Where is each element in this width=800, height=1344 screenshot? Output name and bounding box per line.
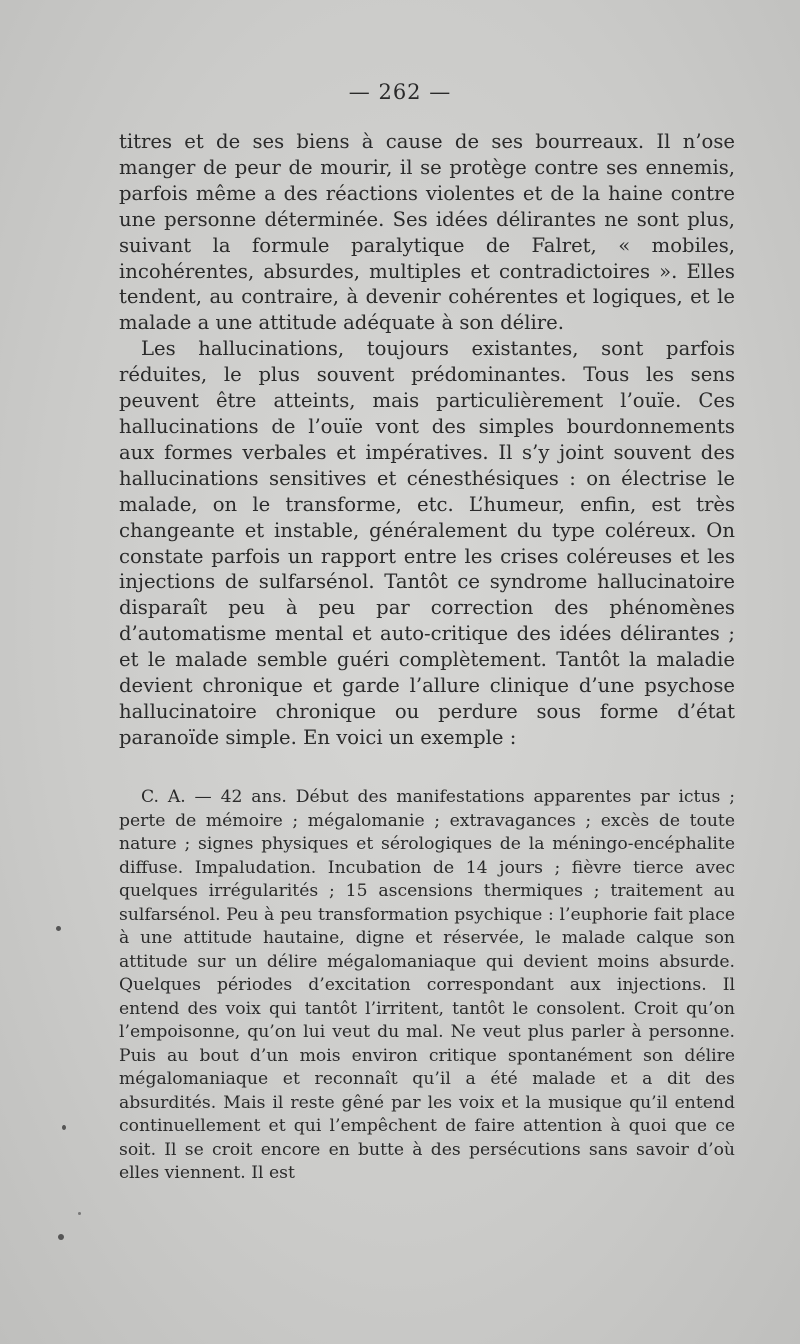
paragraph-1: titres et de ses biens à cause de ses bourreaux. Il n’ose manger de peur de mourir, il se protège contre ses ennemis, parfois même a des réactions violentes et de la haine contre une personne déterminée. Ses idées délirantes ne sont plus, suivant la formule paralytique de Falret, « mobiles, incohérentes, absurdes, multiples et contradictoires ». Elles tendent, au contraire, à devenir cohérentes et logiques, et le malade a une attitude adéquate à son délire. [119,130,735,335]
ink-speck [78,1212,81,1215]
ink-speck [62,1125,66,1130]
case-report-block [119,786,735,1186]
ink-speck [56,926,61,931]
ink-speck [58,1234,64,1240]
case-report-paragraph: C. A. — 42 ans. Début des manifestations apparentes par ictus ; perte de mémoire ; mégalomanie ; extravagances ; excès de toute nature ; signes physiques et sérologiques de la méningo-encéphalite diffuse. Impaludation. Incubation de 14 jours ; fièvre tierce avec quelques irrégularités ; 15 ascensions thermiques ; traitement au sulfarsénol. Peu à peu transformation psychique : l’euphorie fait place à une attitude hautaine, digne et réservée, le malade calque son attitude sur un délire mégalomaniaque qui devient moins absurde. Quelques périodes d’excitation correspondant aux injections. Il entend des voix qui tantôt l’irritent, tantôt le consolent. Croit qu’on l’empoisonne, qu’on lui veut du mal. Ne veut plus parler à personne. Puis au bout d’un mois environ critique spontanément son délire mégalomaniaque et reconnaît qu’il a été malade et a dit des absurdités. Mais il reste gêné par les voix et la musique qu’il entend continuellement et qui l’empêchent de faire attention à quoi que ce soit. Il se croit encore en butte à des persécutions sans savoir d’où elles viennent. Il est [119,787,735,1183]
paragraph-2: Les hallucinations, toujours existantes, sont parfois réduites, le plus souvent prédominantes. Tous les sens peuvent être atteints, mais particulièrement l’ouïe. Ces hallucinations de l’ouïe vont des simples bourdonnements aux formes verbales et impératives. Il s’y joint souvent des hallucinations sensitives et cénesthésiques : on électrise le malade, on le transforme, etc. L’humeur, enfin, est très changeante et instable, généralement du type coléreux. On constate parfois un rapport entre les crises coléreuses et les injections de sulfarsénol. Tantôt ce syndrome hallucinatoire disparaît peu à peu par correction des phénomènes d’automatisme mental et auto-critique des idées délirantes ; et le malade semble guéri complètement. Tantôt la maladie devient chronique et garde l’allure clinique d’une psychose hallucinatoire chronique ou perdure sous forme d’état paranoïde simple. En voici un exemple : [119,337,735,749]
page-number: — 262 — [348,80,452,104]
main-text-block [119,129,735,751]
